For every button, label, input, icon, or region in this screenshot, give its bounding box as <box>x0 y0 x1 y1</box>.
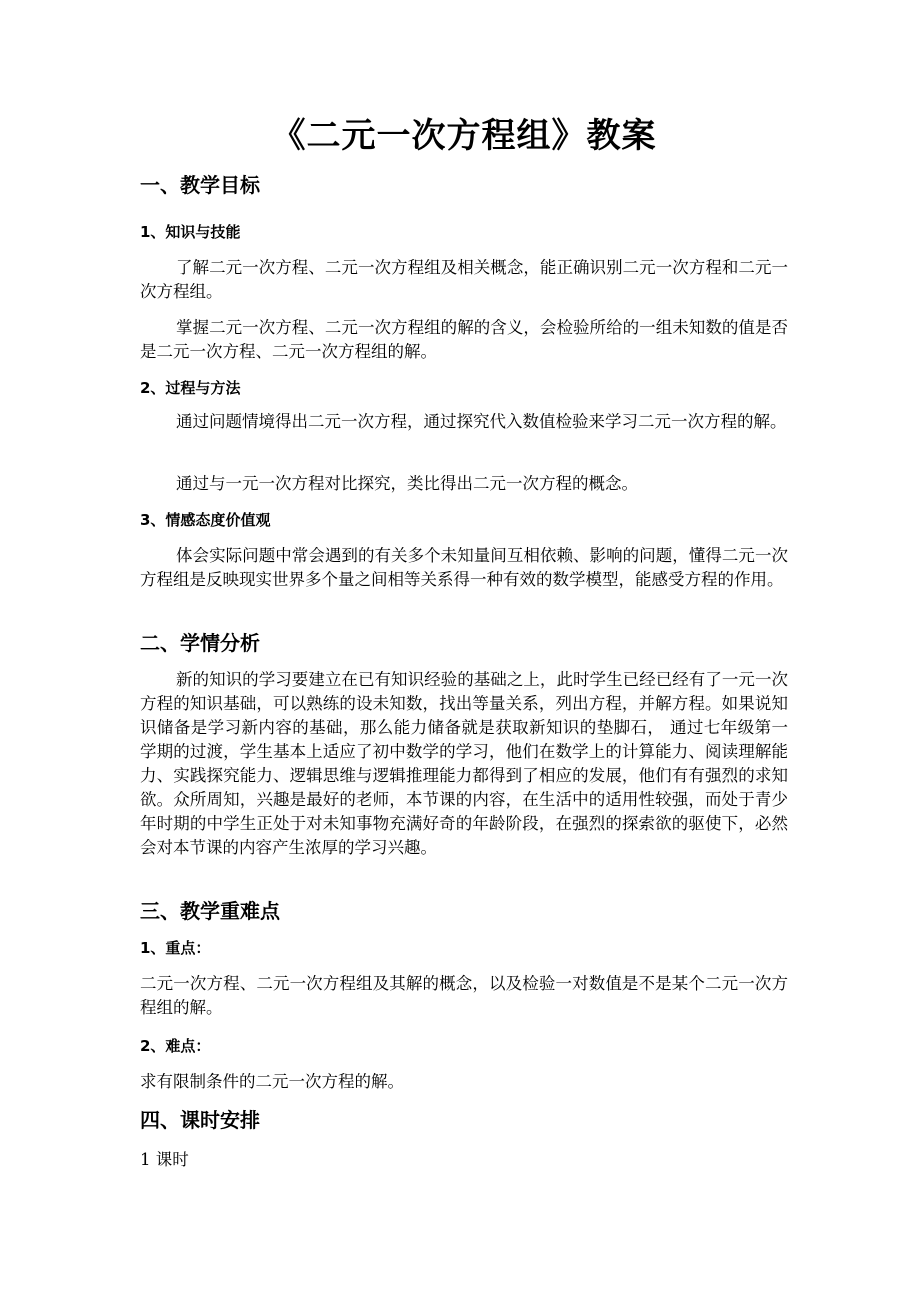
paragraph: 新的知识的学习要建立在已有知识经验的基础之上，此时学生已经已经有了一元一次方程的知识基础，可以熟练的设未知数，找出等量关系，列出方程，并解方程。如果说知识储备是学习新内容的基础，那么能力储备就是获取新知识的垫脚石， 通过七年级第一学期的过渡，学生基本上适应了初中数学的学习，他们在数学上的计算能力、阅读理解能力、实践探究能力、逻辑思维与逻辑推理能力都得到了相应的发展，他们有有强烈的求知欲。众所周知，兴趣是最好的老师，本节课的内容，在生活中的适用性较强，而处于青少年时期的中学生正处于对未知事物充满好奇的年龄阶段，在强烈的探索欲的驱使下，必然会对本节课的内容产生浓厚的学习兴趣。 <box>140 670 788 857</box>
subsection-heading-attitudes-values: 3、情感态度价值观 <box>140 511 271 529</box>
paragraph: 二元一次方程、二元一次方程组及其解的概念，以及检验一对数值是不是某个二元一次方程组的解。 <box>140 974 788 1017</box>
document-title: 《二元一次方程组》教案 <box>271 116 657 156</box>
paragraph: 通过与一元一次方程对比探究，类比得出二元一次方程的概念。 <box>176 474 638 493</box>
paragraph: 掌握二元一次方程、二元一次方程组的解的含义，会检验所给的一组未知数的值是否是二元一次方程、二元一次方程组的解。 <box>140 318 788 361</box>
section-heading-teaching-goals: 一、教学目标 <box>140 173 260 197</box>
paragraph: 通过问题情境得出二元一次方程，通过探究代入数值检验来学习二元一次方程的解。 <box>176 412 787 431</box>
section-heading-schedule: 四、课时安排 <box>140 1108 260 1132</box>
paragraph: 了解二元一次方程、二元一次方程组及相关概念，能正确识别二元一次方程和二元一次方程组。 <box>140 258 788 301</box>
subsection-heading-focus: 1、重点： <box>140 939 211 957</box>
subsection-heading-difficulty: 2、难点： <box>140 1037 211 1055</box>
subsection-heading-process-methods: 2、过程与方法 <box>140 379 241 397</box>
section-heading-student-analysis: 二、学情分析 <box>140 631 260 655</box>
subsection-heading-knowledge-skills: 1、知识与技能 <box>140 223 241 241</box>
paragraph: 1 课时 <box>140 1150 189 1169</box>
section-heading-key-points: 三、教学重难点 <box>140 899 280 923</box>
paragraph: 求有限制条件的二元一次方程的解。 <box>140 1072 404 1091</box>
paragraph: 体会实际问题中常会遇到的有关多个未知量间互相依赖、影响的问题，懂得二元一次方程组是反映现实世界多个量之间相等关系得一种有效的数学模型，能感受方程的作用。 <box>140 546 788 589</box>
